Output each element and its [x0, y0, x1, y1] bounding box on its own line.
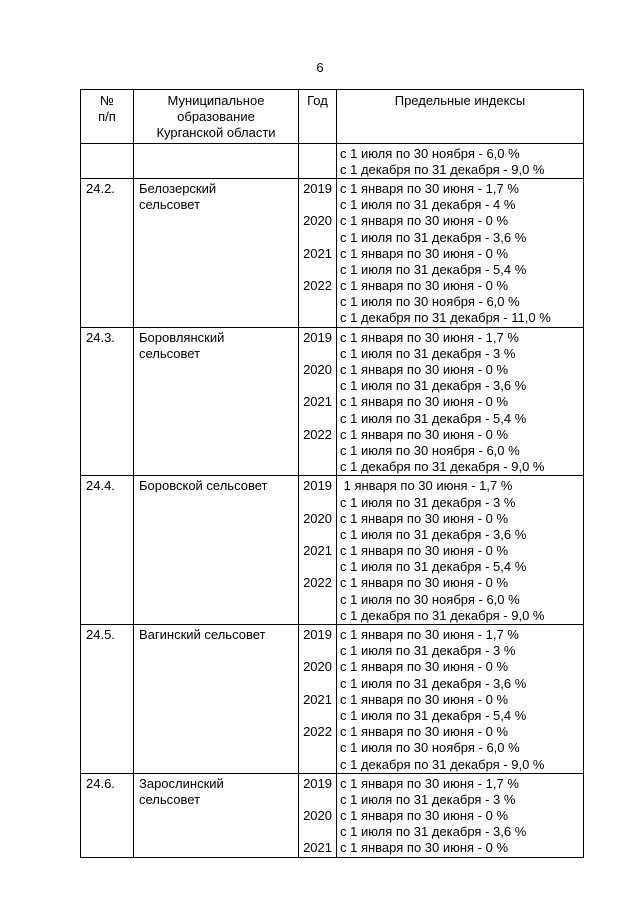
year-value: 2021: [303, 394, 332, 410]
cell-year: [299, 773, 337, 857]
year-value: 2020: [303, 362, 332, 378]
index-line: с 1 июля по 31 декабря - 3,6 %: [340, 526, 527, 542]
municipality-name-line: сельсовет: [139, 345, 201, 361]
cell-year: [299, 327, 337, 476]
cell-year: [299, 476, 337, 625]
cell-number: 24.6.: [81, 773, 134, 857]
header-municipality-line: Муниципальное: [167, 93, 265, 108]
cell-year: [299, 178, 337, 327]
table-row: [81, 625, 584, 774]
cell-indices: [337, 476, 584, 625]
index-line: с 1 июля по 31 декабря - 3,6 %: [340, 378, 527, 394]
header-year: [299, 90, 337, 144]
index-line: с 1 июля по 31 декабря - 3 %: [340, 494, 516, 510]
cell-year: [299, 625, 337, 774]
index-line: с 1 июля по 30 ноября - 6,0 %: [340, 442, 520, 458]
year-value: 2019: [303, 627, 332, 642]
index-line: с 1 января по 30 июня - 0 %: [340, 510, 509, 526]
year-value: 2021: [303, 543, 332, 559]
index-line: с 1 декабря по 31 декабря - 11,0 %: [340, 310, 551, 326]
cell-number: 24.5.: [81, 625, 134, 774]
year-value: 2019: [303, 329, 332, 345]
index-line: с 1 января по 30 июня - 0 %: [340, 362, 509, 377]
header-municipality: [134, 90, 299, 144]
index-line: с 1 июля по 31 декабря - 3,6 %: [340, 675, 527, 691]
year-value: 2019: [303, 775, 332, 791]
year-value: 2019: [303, 180, 332, 196]
cell-indices: [337, 143, 584, 178]
table-row: [81, 773, 584, 857]
index-line: с 1 января по 30 июня - 0 %: [340, 691, 509, 707]
header-number: [81, 90, 134, 144]
index-line: с 1 января по 30 июня - 0 %: [340, 394, 509, 410]
index-line: с 1 января по 30 июня - 0 %: [340, 808, 509, 824]
municipality-name-line: Зарослинский: [139, 775, 224, 791]
index-line: с 1 января по 30 июня - 0 %: [340, 245, 509, 261]
index-line: с 1 января по 30 июня - 0 %: [340, 543, 509, 559]
year-value: 2020: [303, 659, 332, 675]
index-line: с 1 июля по 31 декабря - 5,4 %: [340, 261, 527, 277]
cell-number: 24.2.: [81, 178, 134, 327]
index-line: с 1 декабря по 31 декабря - 9,0 %: [340, 607, 545, 623]
cell-municipality: [134, 178, 299, 327]
cell-indices: [337, 625, 584, 774]
year-value: 2022: [303, 724, 332, 740]
cell-year: [299, 143, 337, 178]
header-year-label: Год: [307, 93, 328, 108]
index-line: с 1 января по 30 июня - 0 %: [340, 426, 509, 442]
cell-number: 24.3.: [81, 327, 134, 476]
table-row: [81, 476, 584, 625]
year-value: 2021: [303, 691, 332, 707]
index-line: с 1 декабря по 31 декабря - 9,0 %: [340, 459, 545, 475]
indices-table: [80, 89, 584, 858]
header-number-line: п/п: [98, 109, 116, 125]
cell-indices: [337, 773, 584, 857]
index-line: с 1 июля по 31 декабря - 5,4 %: [340, 410, 527, 426]
year-value: 2022: [303, 426, 332, 442]
index-line: с 1 января по 30 июня - 0 %: [340, 575, 509, 591]
year-value: 2020: [303, 510, 332, 526]
index-line: с 1 июля по 31 декабря - 3 %: [340, 791, 516, 807]
index-line: с 1 июля по 30 ноября - 6,0 %: [340, 591, 520, 607]
municipality-name-line: Боровлянский: [139, 329, 225, 345]
index-line: с 1 июля по 31 декабря - 3 %: [340, 345, 516, 361]
cell-municipality: [134, 476, 299, 625]
index-line: с 1 января по 30 июня - 1,7 %: [340, 627, 519, 642]
index-line: с 1 июля по 31 декабря - 4 %: [340, 197, 516, 213]
index-line: с 1 января по 30 июня - 0 %: [340, 840, 509, 856]
cell-indices: [337, 327, 584, 476]
year-value: 2021: [303, 245, 332, 261]
header-municipality-line: образование: [177, 109, 255, 125]
index-line: с 1 января по 30 июня - 0 %: [340, 278, 509, 294]
index-line: с 1 января по 30 июня - 0 %: [340, 724, 509, 740]
municipality-name-line: сельсовет: [139, 197, 201, 213]
cell-municipality: [134, 327, 299, 476]
year-value: 2020: [303, 808, 332, 824]
cell-number: [81, 143, 134, 178]
cell-number: 24.4.: [81, 476, 134, 625]
table-header-row: [81, 90, 584, 144]
municipality-name-line: сельсовет: [139, 791, 201, 807]
cell-indices: [337, 178, 584, 327]
table-row: [81, 178, 584, 327]
header-indices-label: Предельные индексы: [394, 93, 526, 108]
index-line: с 1 января по 30 июня - 0 %: [340, 659, 509, 675]
index-line: с 1 июля по 31 декабря - 3,6 %: [340, 229, 527, 245]
index-line: с 1 июля по 30 ноября - 6,0 %: [340, 145, 520, 161]
index-line: с 1 декабря по 31 декабря - 9,0 %: [340, 756, 545, 772]
index-line: с 1 июля по 31 декабря - 3,6 %: [340, 824, 527, 840]
municipality-name-line: Боровской сельсовет: [139, 478, 268, 494]
year-value: 2020: [303, 213, 332, 229]
municipality-name-line: Белозерский: [139, 180, 217, 196]
index-line: с 1 декабря по 31 декабря - 9,0 %: [340, 161, 545, 177]
index-line: с 1 июля по 30 ноября - 6,0 %: [340, 740, 520, 756]
index-line: с 1 января по 30 июня - 1,7 %: [340, 775, 519, 791]
page-number: 6: [316, 60, 324, 75]
municipality-name-line: Вагинский сельсовет: [139, 627, 266, 642]
table-row-continuation: [81, 143, 584, 178]
year-value: 2021: [303, 840, 332, 856]
cell-municipality: [134, 773, 299, 857]
index-line: с 1 июля по 31 декабря - 5,4 %: [340, 707, 527, 723]
index-line: с 1 июля по 31 декабря - 3 %: [340, 643, 516, 659]
index-line: с 1 июля по 31 декабря - 5,4 %: [340, 559, 527, 575]
year-value: 2019: [303, 478, 332, 494]
header-indices: [337, 90, 584, 144]
index-line: 1 января по 30 июня - 1,7 %: [340, 478, 513, 494]
index-line: с 1 января по 30 июня - 1,7 %: [340, 329, 519, 345]
index-line: с 1 июля по 30 ноября - 6,0 %: [340, 294, 520, 310]
index-line: с 1 января по 30 июня - 1,7 %: [340, 180, 519, 196]
index-line: с 1 января по 30 июня - 0 %: [340, 213, 509, 229]
cell-municipality: [134, 143, 299, 178]
header-number-line: №: [100, 93, 114, 108]
year-value: 2022: [303, 575, 332, 591]
year-value: 2022: [303, 278, 332, 294]
header-municipality-line: Курганской области: [156, 125, 276, 141]
cell-municipality: [134, 625, 299, 774]
table-row: [81, 327, 584, 476]
